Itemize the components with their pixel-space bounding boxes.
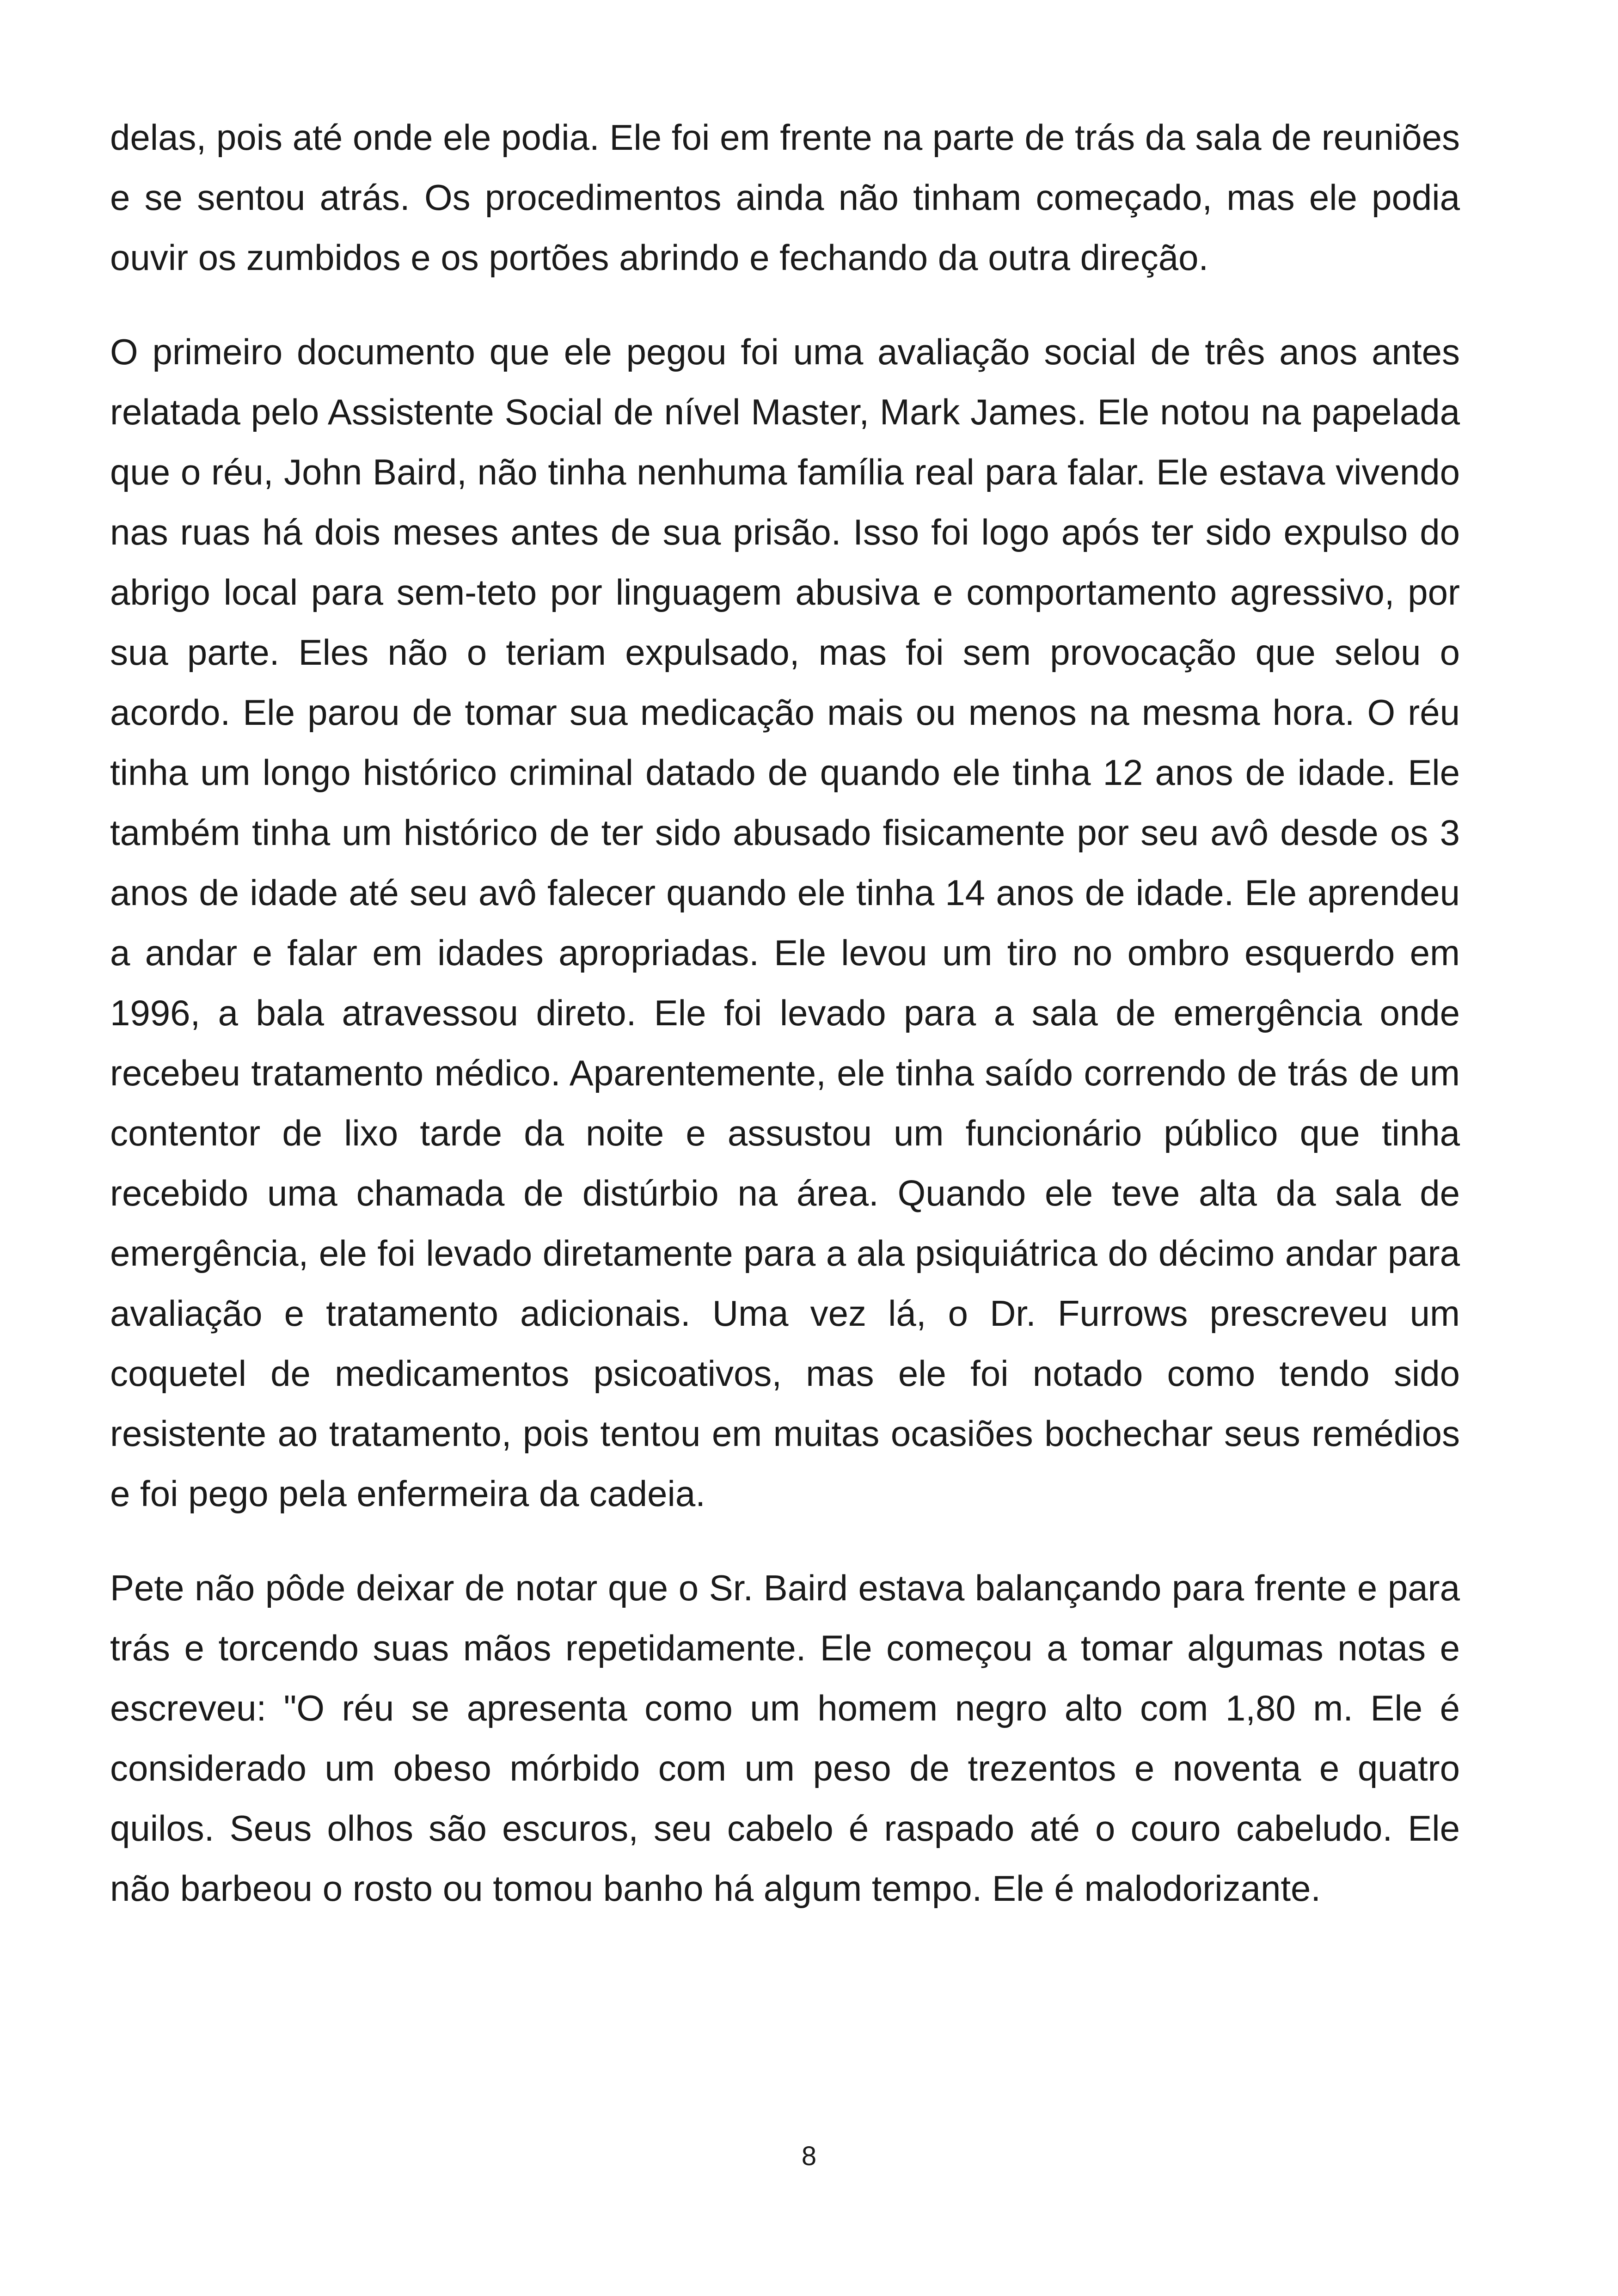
- paragraph-3: Pete não pôde deixar de notar que o Sr. Baird estava balançando para frente e para trás e torcendo suas mãos repetidamente. Ele começou a tomar algumas notas e escreveu: "O réu se apresenta como um homem negro alto com 1,80 m. Ele é considerado um obeso mórbido com um peso de trezentos e noventa e quatro quilos. Seus olhos são escuros, seu cabelo é raspado até o couro cabeludo. Ele não barbeou o rosto ou tomou banho há algum tempo. Ele é malodorizante.: [110, 1567, 1460, 1909]
- paragraph-1: delas, pois até onde ele podia. Ele foi em frente na parte de trás da sala de reuniões e se sentou atrás. Os procedimentos ainda não tinham começado, mas ele podia ouvir os zumbidos e os portões abrindo e fechando da outra direção.: [110, 117, 1460, 278]
- page-number: 8: [801, 2141, 817, 2171]
- body-text: [110, 107, 1460, 1953]
- paragraph-2: O primeiro documento que ele pegou foi uma avaliação social de três anos antes relatada pelo Assistente Social de nível Master, Mark James. Ele notou na papelada que o réu, John Baird, não tinha nenhuma família real para falar. Ele estava vivendo nas ruas há dois meses antes de sua prisão. Isso foi logo após ter sido expulso do abrigo local para sem-teto por linguagem abusiva e comportamento agressivo, por sua parte. Eles não o teriam expulsado, mas foi sem provocação que selou o acordo. Ele parou de tomar sua medicação mais ou menos na mesma hora. O réu tinha um longo histórico criminal datado de quando ele tinha 12 anos de idade. Ele também tinha um histórico de ter sido abusado fisicamente por seu avô desde os 3 anos de idade até seu avô falecer quando ele tinha 14 anos de idade. Ele aprendeu a andar e falar em idades apropriadas. Ele levou um tiro no ombro esquerdo em 1996, a bala atravessou direto. Ele foi levado para a sala de emergência onde recebeu tratamento médico. Aparentemente, ele tinha saído correndo de trás de um contentor de lixo tarde da noite e assustou um funcionário público que tinha recebido uma chamada de distúrbio na área. Quando ele teve alta da sala de emergência, ele foi levado diretamente para a ala psiquiátrica do décimo andar para avaliação e tratamento adicionais. Uma vez lá, o Dr. Furrows prescreveu um coquetel de medicamentos psicoativos, mas ele foi notado como tendo sido resistente ao tratamento, pois tentou em muitas ocasiões bochechar seus remédios e foi pego pela enfermeira da cadeia.: [110, 331, 1460, 1514]
